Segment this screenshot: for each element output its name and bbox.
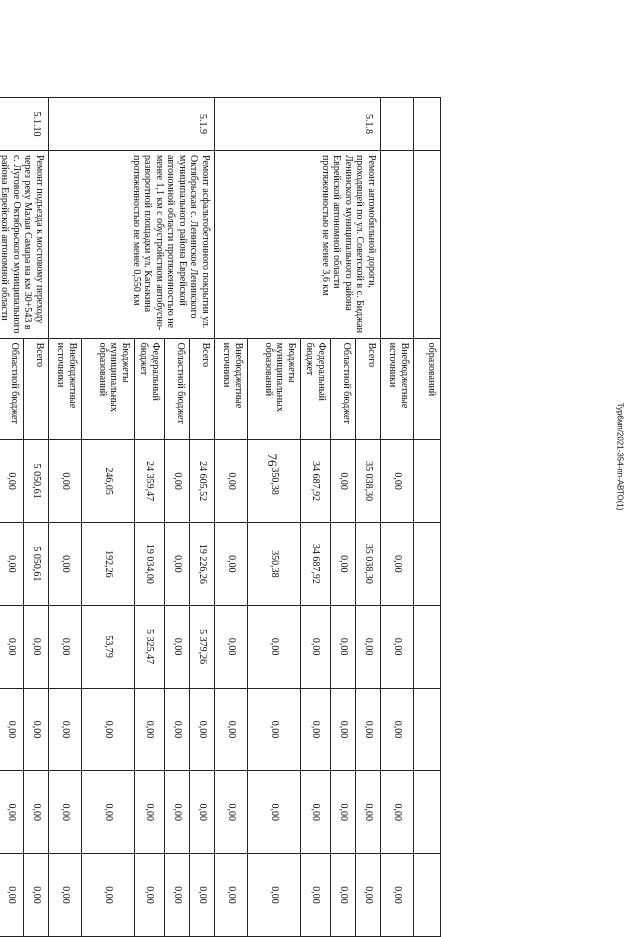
cell-value: 24 605,52: [190, 440, 215, 523]
cell-source: Бюджеты муниципальных образований: [248, 338, 301, 440]
cell-source: Всего: [190, 338, 215, 440]
cell-value: 0,00: [215, 854, 248, 937]
cell-value: 246,05: [82, 440, 135, 523]
cell-value: 0,00: [190, 688, 215, 771]
cell-value: 0,00: [0, 688, 24, 771]
cell-value: 0,00: [356, 771, 381, 854]
cell-source: Федеральный бюджет: [301, 338, 331, 440]
budget-table: [0, 97, 441, 937]
cell-value: 5 325,47: [135, 605, 165, 688]
cell-source: Внебюджетные источники: [49, 338, 82, 440]
cell-value: 0,00: [331, 440, 356, 523]
cell-code: [414, 98, 441, 151]
cell-value: 0,00: [165, 605, 190, 688]
cell-value: 0,00: [165, 771, 190, 854]
table-row-extrabudget: [381, 98, 414, 937]
cell-value: 0,00: [135, 854, 165, 937]
cell-value: 0,00: [331, 522, 356, 605]
cell-value: 0,00: [165, 440, 190, 523]
cell-code: 5.1.10: [0, 98, 49, 151]
cell-value: 0,00: [301, 688, 331, 771]
cell-value: 0,00: [356, 605, 381, 688]
cell-value: 0,00: [331, 605, 356, 688]
cell-value: 0,00: [248, 605, 301, 688]
cell-value: 5 379,26: [190, 605, 215, 688]
cell-value: 0,00: [49, 605, 82, 688]
cell-value: 0,00: [49, 522, 82, 605]
cell-name: [414, 150, 441, 338]
cell-value: 0,00: [82, 688, 135, 771]
cell-value: 0,00: [248, 688, 301, 771]
cell-value: 0,00: [381, 440, 414, 523]
cell-value: 34 687,92: [301, 440, 331, 523]
cell-value: 0,00: [0, 440, 24, 523]
cell-value: 0,00: [301, 605, 331, 688]
cell-value: 0,00: [135, 688, 165, 771]
cell-value: 0,00: [215, 440, 248, 523]
cell-value: 0,00: [331, 688, 356, 771]
cell-value: 24 359,47: [135, 440, 165, 523]
cell-value: 0,00: [24, 688, 49, 771]
table-body: [0, 98, 441, 937]
cell-value: 0,00: [0, 771, 24, 854]
cell-value: 19 034,00: [135, 522, 165, 605]
cell-value: 35 038,30: [356, 522, 381, 605]
cell-value: 0,00: [190, 854, 215, 937]
cell-source: Федеральный бюджет: [135, 338, 165, 440]
cell-name: Ремонт автомобильной дороги, проходящей по ул. Советской в с. Биджан Ленинского муниципального района Еврейской автономной области протяженностью не менее 3,6 км: [215, 150, 381, 338]
cell-value: 0,00: [215, 605, 248, 688]
cell-source: Внебюджетные источники: [215, 338, 248, 440]
cell-value: 0,00: [0, 522, 24, 605]
cell-source: Внебюджетные источники: [381, 338, 414, 440]
cell-value: 0,00: [215, 522, 248, 605]
cell-value: 0,00: [381, 771, 414, 854]
cell-value: 0,00: [49, 771, 82, 854]
cell-value: 0,00: [381, 605, 414, 688]
table-row: [24, 98, 49, 937]
cell-value: 0,00: [248, 771, 301, 854]
cell-value: 0,00: [49, 688, 82, 771]
cell-source: Бюджеты муниципальных образований: [82, 338, 135, 440]
cell-value: 0,00: [49, 854, 82, 937]
table-row-continuation: [414, 98, 441, 937]
cell-value: 0,00: [135, 771, 165, 854]
cell-value: 0,00: [165, 522, 190, 605]
cell-value: 0,00: [82, 771, 135, 854]
cell-value: 0,00: [49, 440, 82, 523]
cell-value: 0,00: [215, 771, 248, 854]
cell-value: 0,00: [331, 771, 356, 854]
cell-value: 0,00: [165, 854, 190, 937]
cell-value: 0,00: [0, 854, 24, 937]
cell-code: [381, 98, 414, 151]
cell-name: Ремонт подъезда к мостовому переходу через реку Малая Самара на км 30+543 в с. Луговое Октябрьского муниципального района Еврейской автономной области: [0, 150, 49, 338]
cell-value: 0,00: [165, 688, 190, 771]
cell-value: 0,00: [24, 605, 49, 688]
cell-code: 5.1.8: [215, 98, 381, 151]
page-number: 76: [265, 453, 280, 467]
cell-value: 35 038,30: [356, 440, 381, 523]
cell-value: 0,00: [0, 605, 24, 688]
cell-value: 350,38: [248, 440, 301, 523]
cell-value: 5 050,61: [24, 440, 49, 523]
cell-source: Областной бюджет: [0, 338, 24, 440]
table-row: [356, 98, 381, 937]
cell-value: 0,00: [301, 771, 331, 854]
cell-value: 192,26: [82, 522, 135, 605]
cell-name: Ремонт асфальтобетонного покрытия ул. Октябрьская с. Ленинское Ленинского муниципального района Еврейской автономной области протяженностью не менее 1,1 км с обустройством автобусно-разворотной площадки ул. Кагыкина протяженностью не менее 0,550 км: [49, 150, 215, 338]
cell-value: 0,00: [381, 688, 414, 771]
cell-value: 0,00: [248, 854, 301, 937]
cell-value: 350,38: [248, 522, 301, 605]
cell-name: [381, 150, 414, 338]
cell-source: Областной бюджет: [165, 338, 190, 440]
cell-value: 0,00: [381, 854, 414, 937]
cell-value: 0,00: [331, 854, 356, 937]
cell-value: 0,00: [24, 854, 49, 937]
rotated-table-container: [0, 97, 441, 937]
cell-value: 0,00: [301, 854, 331, 937]
cell-source: Всего: [24, 338, 49, 440]
cell-value: 0,00: [356, 854, 381, 937]
document-footer-code: Тур6мп/2021-354-пп-АВТО(1): [615, 402, 625, 511]
cell-code: 5.1.9: [49, 98, 215, 151]
cell-value: 0,00: [190, 771, 215, 854]
table-row: [190, 98, 215, 937]
cell-value: 0,00: [24, 771, 49, 854]
cell-value: 0,00: [82, 854, 135, 937]
cell-value: 53,79: [82, 605, 135, 688]
cell-value: 0,00: [356, 688, 381, 771]
cell-value: 19 226,26: [190, 522, 215, 605]
cell-value: 34 687,92: [301, 522, 331, 605]
cell-value: 5 050,61: [24, 522, 49, 605]
cell-source: образований: [414, 338, 441, 440]
cell-source: Всего: [356, 338, 381, 440]
cell-value: 0,00: [215, 688, 248, 771]
cell-value: 0,00: [381, 522, 414, 605]
cell-source: Областной бюджет: [331, 338, 356, 440]
